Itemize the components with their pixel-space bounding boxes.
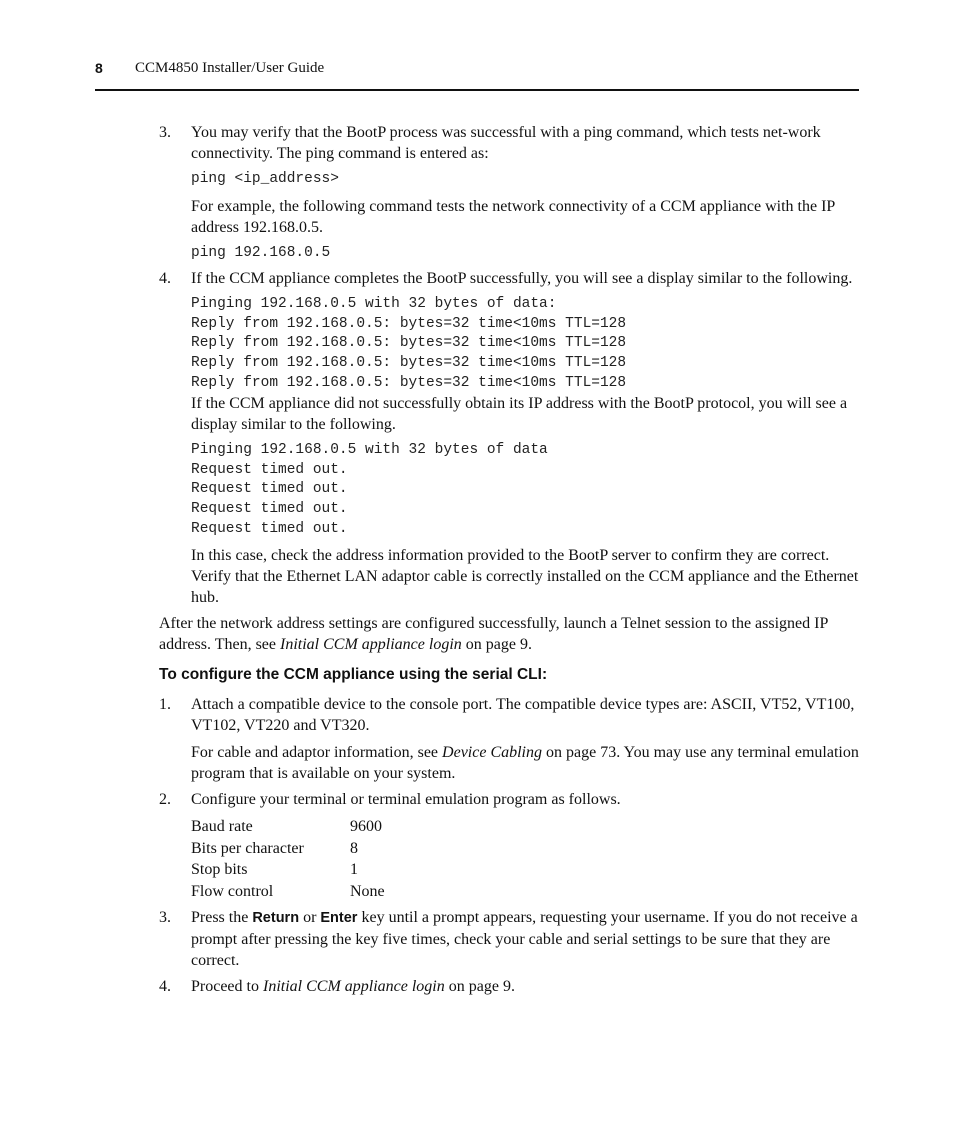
setting-value: 8: [350, 839, 358, 857]
cross-reference: Initial CCM appliance login: [280, 636, 462, 654]
serial-step-2: [159, 789, 859, 902]
code-line: Reply from 192.168.0.5: bytes=32 time<10ms TTL=128: [191, 335, 627, 352]
code-line: Request timed out.: [191, 520, 348, 537]
text-segment: After the network address settings are configured successfully, launch a Telnet session to the assigned IP address. Then, see: [159, 615, 828, 654]
setting-label: Bits per character: [191, 839, 304, 857]
text-segment: For cable and adaptor information, see: [191, 744, 443, 762]
setting-value: 1: [350, 861, 358, 879]
setting-value: 9600: [350, 818, 382, 836]
fail-text: If the CCM appliance did not successfully obtain its IP address with the BootP protocol, you will see a display similar to the following.: [191, 395, 848, 434]
step-number: 4.: [159, 978, 171, 996]
step-text: [191, 907, 859, 971]
section-heading: To configure the CCM appliance using the serial CLI:: [159, 666, 548, 684]
terminal-settings-table: [191, 816, 385, 902]
setting-label: Stop bits: [191, 861, 248, 879]
return-key-label: Return: [252, 910, 300, 927]
text-segment: key until a prompt appears, requesting your username. If you do not receive a prompt after pressing the key five times, check your cable and serial settings to be sure that they are correct.: [191, 909, 858, 970]
cross-reference: Device Cabling: [442, 744, 542, 762]
code-line: Pinging 192.168.0.5 with 32 bytes of data: [191, 442, 548, 459]
ping-fail-output: [191, 441, 859, 539]
ping-success-output: [191, 295, 859, 393]
bootp-step-3: [159, 122, 859, 263]
page-header: [95, 60, 859, 91]
step-number: 2.: [159, 791, 171, 809]
page-content: [159, 122, 859, 997]
serial-step-4: [159, 976, 859, 997]
text-segment: on page 9.: [444, 978, 515, 996]
setting-label: Baud rate: [191, 818, 253, 836]
code-line: Request timed out.: [191, 481, 348, 498]
text-segment: Press the: [191, 909, 253, 927]
settings-row: [191, 838, 385, 860]
settings-row: [191, 881, 385, 903]
after-paragraph: [159, 613, 859, 655]
step-text: You may verify that the BootP process was successful with a ping command, which tests net-work connectivity. The ping command is entered as:: [191, 124, 821, 162]
check-text: In this case, check the address information provided to the BootP server to confirm they are correct. Verify that the Ethernet LAN adaptor cable is correctly installed on the CCM appliance and the Ethernet hub.: [191, 547, 859, 607]
serial-step-3: [159, 907, 859, 971]
serial-step-1: [159, 694, 859, 784]
settings-row: [191, 816, 385, 838]
example-text: For example, the following command tests the network connectivity of a CCM appliance with the IP address 192.168.0.5.: [191, 197, 835, 236]
setting-value: None: [350, 882, 385, 900]
code-line: Reply from 192.168.0.5: bytes=32 time<10ms TTL=128: [191, 374, 627, 391]
step-number: 3.: [159, 124, 171, 141]
page-number: 8: [95, 60, 103, 76]
text-segment: on page 73. You may use any terminal emulation program that is available on your system.: [191, 744, 859, 783]
code-line: Pinging 192.168.0.5 with 32 bytes of data:: [191, 296, 557, 313]
cable-text: [191, 742, 859, 784]
guide-title: CCM4850 Installer/User Guide: [135, 60, 325, 76]
code-line: Request timed out.: [191, 461, 348, 478]
ping-syntax-code: ping <ip_address>: [191, 171, 339, 187]
code-line: Request timed out.: [191, 500, 348, 517]
step-text: If the CCM appliance completes the BootP successfully, you will see a display similar to the following.: [191, 270, 853, 288]
step-number: 4.: [159, 270, 171, 288]
text-segment: on page 9.: [461, 636, 532, 654]
code-line: Reply from 192.168.0.5: bytes=32 time<10ms TTL=128: [191, 354, 627, 371]
code-line: Reply from 192.168.0.5: bytes=32 time<10ms TTL=128: [191, 315, 627, 332]
step-text: Configure your terminal or terminal emulation program as follows.: [191, 791, 621, 809]
step-text: Attach a compatible device to the console port. The compatible device types are: ASCII, VT52, VT100, VT102, VT220 and VT320.: [191, 696, 855, 735]
step-text: [191, 976, 859, 997]
step-number: 3.: [159, 909, 171, 927]
step-number: 1.: [159, 696, 171, 714]
text-segment: Proceed to: [191, 978, 263, 996]
settings-row: [191, 859, 385, 881]
ping-example-code: ping 192.168.0.5: [191, 244, 331, 261]
cross-reference: Initial CCM appliance login: [262, 978, 445, 996]
enter-key-label: Enter: [320, 910, 358, 927]
text-segment: or: [299, 909, 321, 927]
bootp-step-4: [159, 268, 859, 608]
setting-label: Flow control: [191, 882, 274, 900]
